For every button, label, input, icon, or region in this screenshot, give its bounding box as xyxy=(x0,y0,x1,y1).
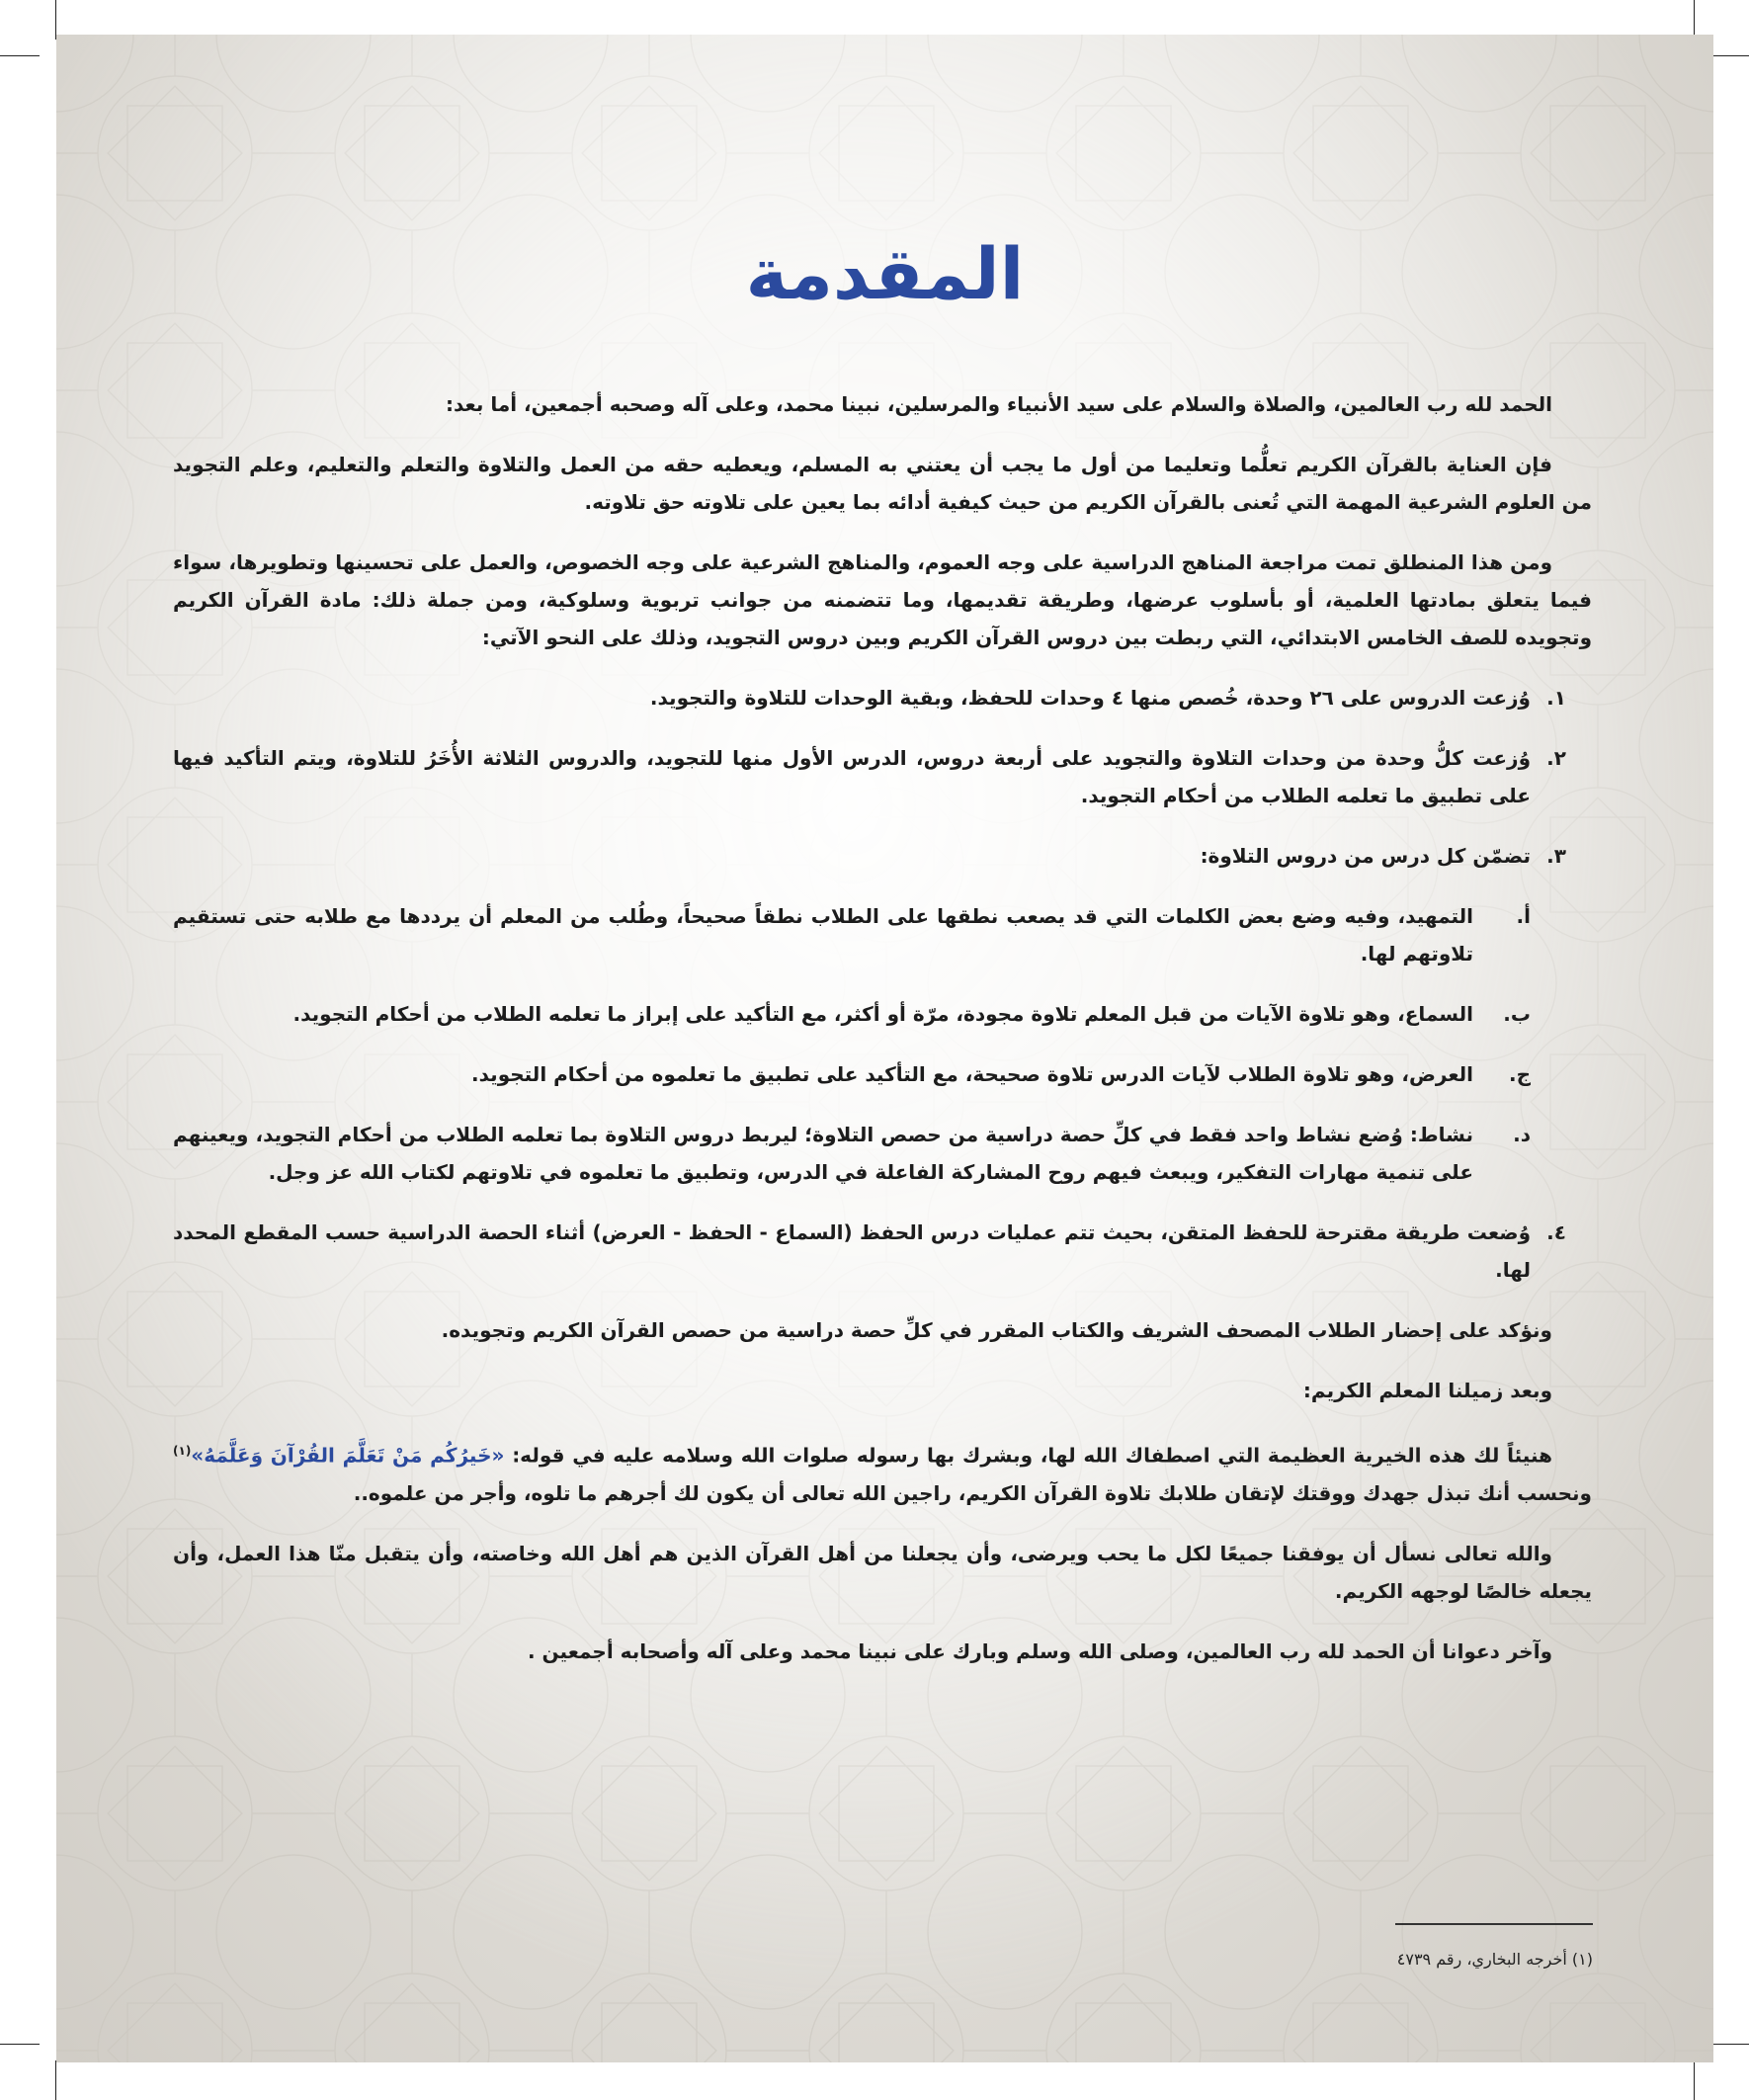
page-title: المقدمة xyxy=(745,232,1025,315)
paragraph: ومن هذا المنطلق تمت مراجعة المناهج الدراسية على وجه العموم، والمناهج الشرعية على وجه الخصوص، والعمل على تحسينها وتطويرها، سواء فيما يتعلق بمادتها العلمية، أو بأسلوب عرضها، وطريقة تقديمها، وما تتضمنه من جوانب تربوية وسلوكية، ومن جملة ذلك: مادة القرآن الكريم وتجويده للصف الخامس الابتدائي، التي ربطت بين دروس القرآن الكريم وبين دروس التجويد، وذلك على النحو الآتي: xyxy=(173,550,1592,649)
list-number: ٤. xyxy=(1546,1220,1566,1244)
footnote-divider xyxy=(1395,1923,1593,1925)
list-number: ٢. xyxy=(1546,746,1566,770)
list-number: ١. xyxy=(1546,686,1566,710)
list-text: وُزعت كلُّ وحدة من وحدات التلاوة والتجويد على أربعة دروس، الدرس الأول منها للتجويد، والدروس الثلاثة الأُخَرُ للتلاوة، ويتم التأكيد فيها على تطبيق ما تعلمه الطلاب من أحكام التجويد. xyxy=(173,746,1531,807)
list-text: وُضعت طريقة مقترحة للحفظ المتقن، بحيث تتم عمليات درس الحفظ (السماع - الحفظ - العرض) أثناء الحصة الدراسية حسب المقطع المحدد لها. xyxy=(173,1220,1531,1282)
crop-mark xyxy=(1694,0,1695,40)
sub-list-item xyxy=(173,995,1592,1033)
list-number: ٣. xyxy=(1546,844,1566,868)
paragraph-text: هنيئاً لك هذه الخيرية العظيمة التي اصطفاك الله لها، وبشرك بها رسوله صلوات الله وسلامه عليه في قوله: xyxy=(504,1443,1552,1468)
sub-list-letter: أ. xyxy=(1516,904,1531,928)
sub-list-letter: د. xyxy=(1513,1123,1531,1146)
crop-mark xyxy=(0,55,40,56)
crop-mark xyxy=(1694,2060,1695,2100)
list-text: تضمّن كل درس من دروس التلاوة: xyxy=(1200,844,1531,868)
sub-list-text: العرض، وهو تلاوة الطلاب لآيات الدرس تلاوة صحيحة، مع التأكيد على تطبيق ما تعلموه من أحكام التجويد. xyxy=(471,1062,1473,1086)
list-item xyxy=(173,1214,1592,1289)
crop-mark xyxy=(55,0,56,40)
crop-mark xyxy=(1709,2044,1749,2045)
sub-list-item xyxy=(173,1116,1592,1191)
sub-list-item xyxy=(173,1055,1592,1093)
hadith-paragraph xyxy=(173,1432,1592,1512)
list-item xyxy=(173,679,1592,716)
opening-paragraph: الحمد لله رب العالمين، والصلاة والسلام على سيد الأنبياء والمرسلين، نبينا محمد، وعلى آله وصحبه أجمعين، أما بعد: xyxy=(446,392,1552,416)
footnote-reference[interactable]: (١) xyxy=(173,1444,192,1458)
list-item xyxy=(173,739,1592,814)
footnote: (١) أخرجه البخاري، رقم ٤٧٣٩ xyxy=(1396,1950,1593,1969)
sub-list-letter: ب. xyxy=(1503,1002,1531,1026)
sub-list-text: السماع، وهو تلاوة الآيات من قبل المعلم تلاوة مجودة، مرّة أو أكثر، مع التأكيد على إبراز ما تعلمه الطلاب من أحكام التجويد. xyxy=(292,1002,1473,1026)
crop-mark xyxy=(1709,55,1749,56)
paragraph: وبعد زميلنا المعلم الكريم: xyxy=(1302,1379,1552,1402)
crop-mark xyxy=(0,2044,40,2045)
paragraph-text: ونحسب أنك تبذل جهدك ووقتك لإتقان طلابك تلاوة القرآن الكريم، راجين الله تعالى أن يكون لك أجرهم ما تلوه، وأجر من علموه.. xyxy=(353,1480,1592,1505)
closing-paragraph: وآخر دعوانا أن الحمد لله رب العالمين، وصلى الله وسلم وبارك على نبينا محمد وعلى آله وأصحابه أجمعين . xyxy=(527,1638,1552,1663)
sub-list-text: نشاط: وُضع نشاط واحد فقط في كلِّ حصة دراسية من حصص التلاوة؛ ليربط دروس التلاوة بما تعلمه الطلاب من أحكام التجويد، ويعينهم على تنمية مهارات التفكير، ويبعث فيهم روح المشاركة الفاعلة في الدرس، وتطبيق ما تعلموه في تلاوتهم لكتاب الله عز وجل. xyxy=(173,1123,1473,1184)
hadith-quote: «خَيرُكُم مَنْ تَعَلَّمَ القُرْآنَ وَعَلَّمَهُ» xyxy=(191,1443,505,1468)
sub-list-letter: ج. xyxy=(1508,1062,1531,1086)
paragraph: والله تعالى نسأل أن يوفقنا جميعًا لكل ما يحب ويرضى، وأن يجعلنا من أهل القرآن الذين هم أهل الله وخاصته، وأن يتقبل منّا هذا العمل، وأن يجعله خالصًا لوجهه الكريم. xyxy=(173,1541,1592,1603)
intro-body xyxy=(173,385,1592,1693)
list-text: وُزعت الدروس على ٢٦ وحدة، خُصص منها ٤ وحدات للحفظ، وبقية الوحدات للتلاوة والتجويد. xyxy=(649,686,1531,710)
list-item xyxy=(173,837,1592,875)
sub-list-text: التمهيد، وفيه وضع بعض الكلمات التي قد يصعب نطقها على الطلاب نطقاً صحيحاً، وطُلب من المعلم أن يرددها مع طلابه حتى تستقيم تلاوتهم لها. xyxy=(173,904,1473,966)
document-page xyxy=(56,35,1713,2062)
paragraph: فإن العناية بالقرآن الكريم تعلُّما وتعليما من أول ما يجب أن يعتني به المسلم، ويعطيه حقه من العمل والتلاوة والتعلم والتعليم، وعلم التجويد من العلوم الشرعية المهمة التي تُعنى بالقرآن الكريم من حيث كيفية أدائه بما يعين على تلاوته حق تلاوته. xyxy=(173,453,1592,514)
sub-list-item xyxy=(173,897,1592,972)
crop-mark xyxy=(55,2060,56,2100)
paragraph: ونؤكد على إحضار الطلاب المصحف الشريف والكتاب المقرر في كلِّ حصة دراسية من حصص القرآن الكريم وتجويده. xyxy=(441,1318,1552,1342)
